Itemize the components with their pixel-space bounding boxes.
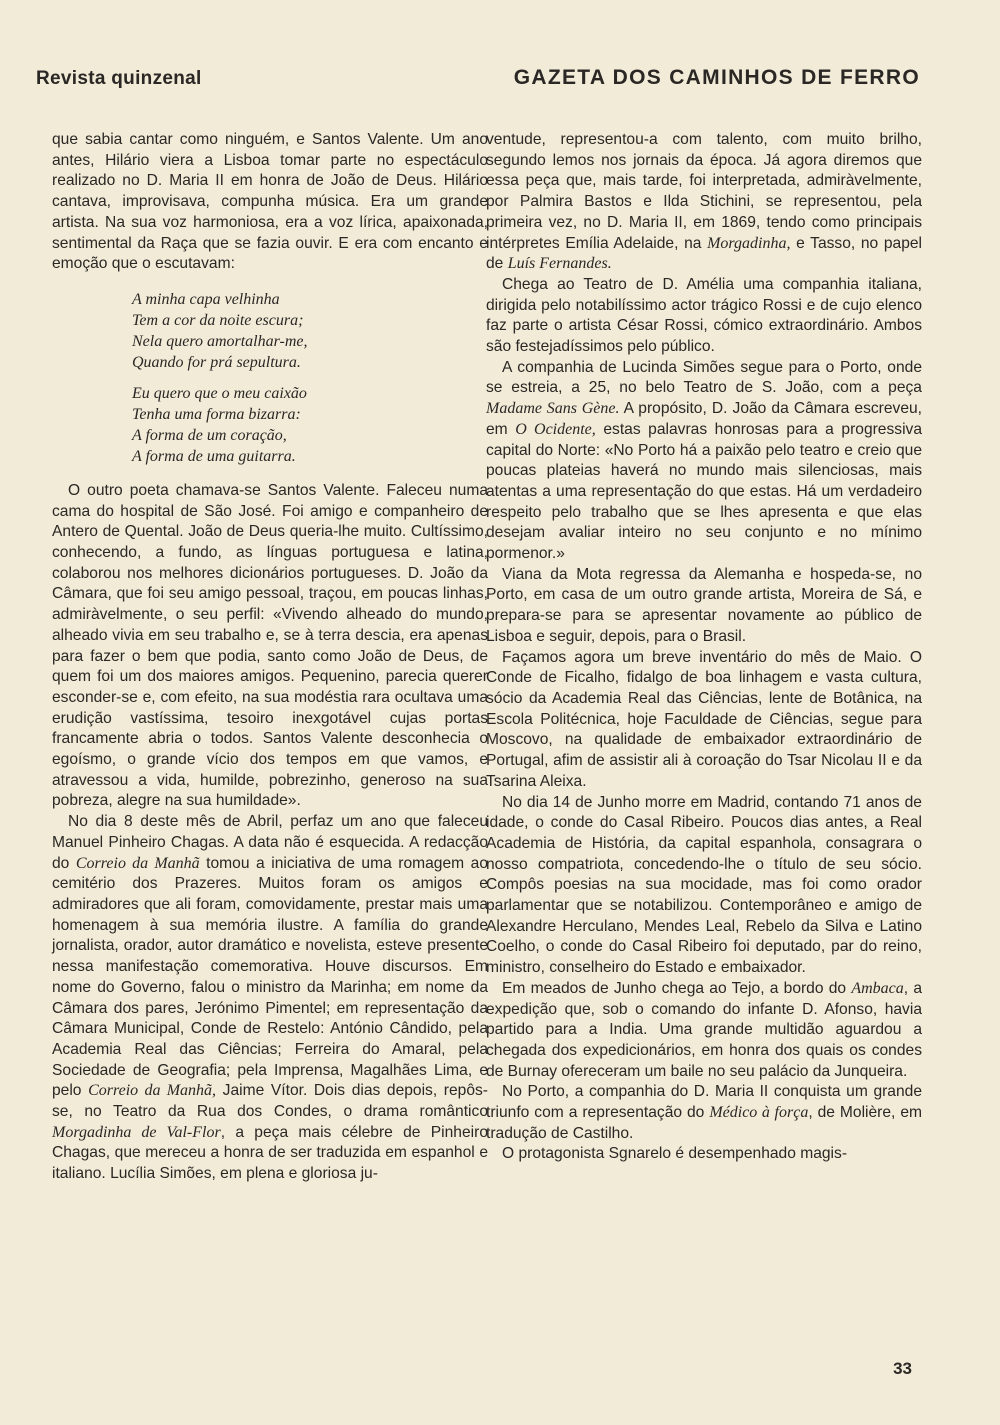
header-right-title: GAZETA DOS CAMINHOS DE FERRO [513,66,920,89]
paragraph: que sabia cantar como ninguém, e Santos Valente. Um ano antes, Hilário viera a Lisboa tomar parte no espectáculo realizado no D. Maria II em honra de João de Deus. Hilário cantava, improvisava, compunha música. Era um grande artista. Na sua voz harmoniosa, era a voz lírica, apaixonada, sentimental da Raça que se fazia ouvir. E era com encanto e emoção que o escutavam: [52,131,488,273]
poem-stanza [132,383,488,467]
paragraph [486,130,922,275]
paragraph [486,979,922,1083]
running-header [36,66,920,90]
paragraph [486,358,922,565]
poem-line: Tem a cor da noite escura; [132,311,304,329]
page-number: 33 [893,1359,912,1378]
paragraph [52,812,488,1185]
paragraph: Chega ao Teatro de D. Amélia uma companhia italiana, dirigida pelo notabilíssimo actor trágico Rossi e de cujo elenco faz parte o artista César Rossi, cómico extraordinário. Ambos são festejadíssimos pelo público. [486,275,922,356]
text-run: A companhia de Lucinda Simões segue para o Porto, onde se estreia, a 25, no belo Teatro de S. João, com a peça [486,358,922,397]
text-run: e Tasso, no papel de [486,234,922,273]
text-run: A propósito, D. João da Câmara escreveu, em [486,400,923,438]
italic-title: Morgadinha de Val-Flor [52,1123,221,1141]
poem-line: Tenha uma forma bizarra: [132,405,301,423]
text-run: , a expedição que, sob o comando do infante D. Afonso, havia partido para a India. Uma grande multidão aguardou a chegada dos expedicionários, em honra dos quais os condes de Burnay ofereceram um baile no seu palácio da Junqueira. [486,979,922,1080]
poem-line: Eu quero que o meu caixão [132,384,307,402]
text-run: Jaime Vítor. Dois dias depois, repôs-se, no Teatro da Rua dos Condes, o drama romântico [52,1082,488,1121]
text-run: estas palavras honrosas para a progressiva capital do Norte: «No Porto há a paixão pelo teatro e creio que poucas plateias haverá no mundo mais silenciosas, mais atentas a uma representação do que estas. Há um verdadeiro respeito pelo trabalho que se lhes apresenta e que elas desejam avaliar inteiro no seu conjunto e no mínimo pormenor.» [486,420,923,563]
text-run: , de Molière, em tradução de Castilho. [486,1104,923,1142]
text-run: , a peça mais célebre de Pinheiro Chagas, que mereceu a honra de ser traduzida em espanhol e italiano. Lucília Simões, em plena e gloriosa ju- [52,1123,488,1183]
italic-title: Luís Fernandes. [507,255,612,273]
text-run: No Porto, a companhia do D. Maria II conquista um grande triunfo com a representação do [486,1083,922,1122]
paragraph: O protagonista Sgnarelo é desempenhado magis- [502,1145,848,1163]
right-column [486,130,922,1165]
poem-line: A forma de uma guitarra. [132,447,296,465]
poem-line: A minha capa velhinha [132,290,280,308]
italic-title: Médico à força [709,1104,809,1122]
paragraph: Façamos agora um breve inventário do mês de Maio. O Conde de Ficalho, fidalgo de boa linhagem e vasta cultura, sócio da Academia Real das Ciências, lente de Botânica, na Escola Politécnica, hoje Faculdade de Ciências, segue para Moscovo, na qualidade de embaixador extraordinário de Portugal, afim de assistir ali à coroação do Tsar Nicolau II e da Tsarina Aleixa. [486,648,922,790]
italic-title: Madame Sans Gène. [486,400,620,418]
text-run: ventude, representou-a com talento, com muito brilho, segundo lemos nos jornais da época. Já agora diremos que essa peça que, mais tarde, foi interpretada, admiràvelmente, por Palmira Bastos e Ilda Stichini, se representou, pela primeira vez, no D. Maria II, em 1869, tendo como principais intérpretes Emília Adelaide, na [486,131,922,252]
text-run: tomou a iniciativa de uma romagem ao cemitério dos Prazeres. Muitos foram os amigos e admiradores que ali foram, comovidamente, prestar mais uma homenagem à sua memória ilustre. A família do grande jornalista, orador, autor dramático e novelista, esteve presente nessa manifestação comemorativa. Houve discursos. Em nome do Governo, falou o ministro da Marinha; em nome da Câmara dos pares, Jerónimo Pimentel; em representação da Câmara Municipal, Conde de Restelo: António Cândido, pela Academia Real das Ciências; Ferreira do Amaral, pela Sociedade de Geografia; pela Imprensa, Magalhães Lima, e pelo [52,854,488,1100]
header-left-title: Revista quinzenal [36,68,202,89]
poem-line: A forma de um coração, [132,426,287,444]
poem-quote [132,289,488,467]
italic-title: Morgadinha, [707,234,791,252]
text-run: Em meados de Junho chega ao Tejo, a bordo do [502,979,852,997]
italic-title: Correio da Manhã [75,854,200,872]
paragraph: O outro poeta chamava-se Santos Valente. Faleceu numa cama do hospital de São José. Foi amigo e companheiro de Antero de Quental. João de Deus queria-lhe muito. Cultíssimo, conhecendo, a fundo, as línguas portuguesa e latina, colaborou nos melhores dicionários portugueses. D. João da Câmara, que foi seu amigo pessoal, traçou, em poucas linhas, admiràvelmente, o seu perfil: «Vivendo alheado do mundo, alheado vivia em seu trabalho e, se à terra descia, era apenas para fazer o bem que podia, santo como João de Deus, de quem foi um dos maiores amigos. Pequenino, parecia querer esconder-se e, com efeito, na sua modéstia rara ocultava uma erudição vastíssima, tesoiro inexgotável cujas portas francamente abria o todos. Santos Valente desconhecia o egoísmo, o grande vício dos tempos em que vamos, e atravessou a vida, humilde, pobrezinho, generoso na sua pobreza, alegre na sua humildade». [52,481,488,810]
paragraph: Viana da Mota regressa da Alemanha e hospeda-se, no Porto, em casa de um outro grande artista, Moreira de Sá, e prepara-se para se apresentar novamente ao público de Lisboa e seguir, depois, para o Brasil. [486,565,922,645]
text-run: No dia 8 deste mês de Abril, perfaz um ano que faleceu Manuel Pinheiro Chagas. A data não é esquecida. A redacção do [52,813,488,872]
italic-title: O Ocidente, [515,420,596,438]
poem-stanza [132,289,488,373]
poem-line: Nela quero amortalhar-me, [132,332,308,350]
italic-title: Ambaca [851,979,904,997]
paragraph [486,1082,922,1144]
poem-line: Quando for prá sepultura. [132,353,301,371]
left-column [52,130,488,1185]
italic-title: Correio da Manhã, [88,1082,217,1100]
paragraph: No dia 14 de Junho morre em Madrid, contando 71 anos de idade, o conde do Casal Ribeiro. Poucos dias antes, a Real Academia de História, da capital espanhola, consagrara o nosso compatriota, concedendo-lhe o título de seu sócio. Compôs poesias na sua mocidade, mas foi como orador parlamentar que se notabilizou. Contemporâneo e amigo de Alexandre Herculano, Mendes Leal, Rebelo da Silva e Latino Coelho, o conde do Casal Ribeiro foi deputado, par do reino, ministro, conselheiro do Estado e embaixador. [486,793,922,977]
